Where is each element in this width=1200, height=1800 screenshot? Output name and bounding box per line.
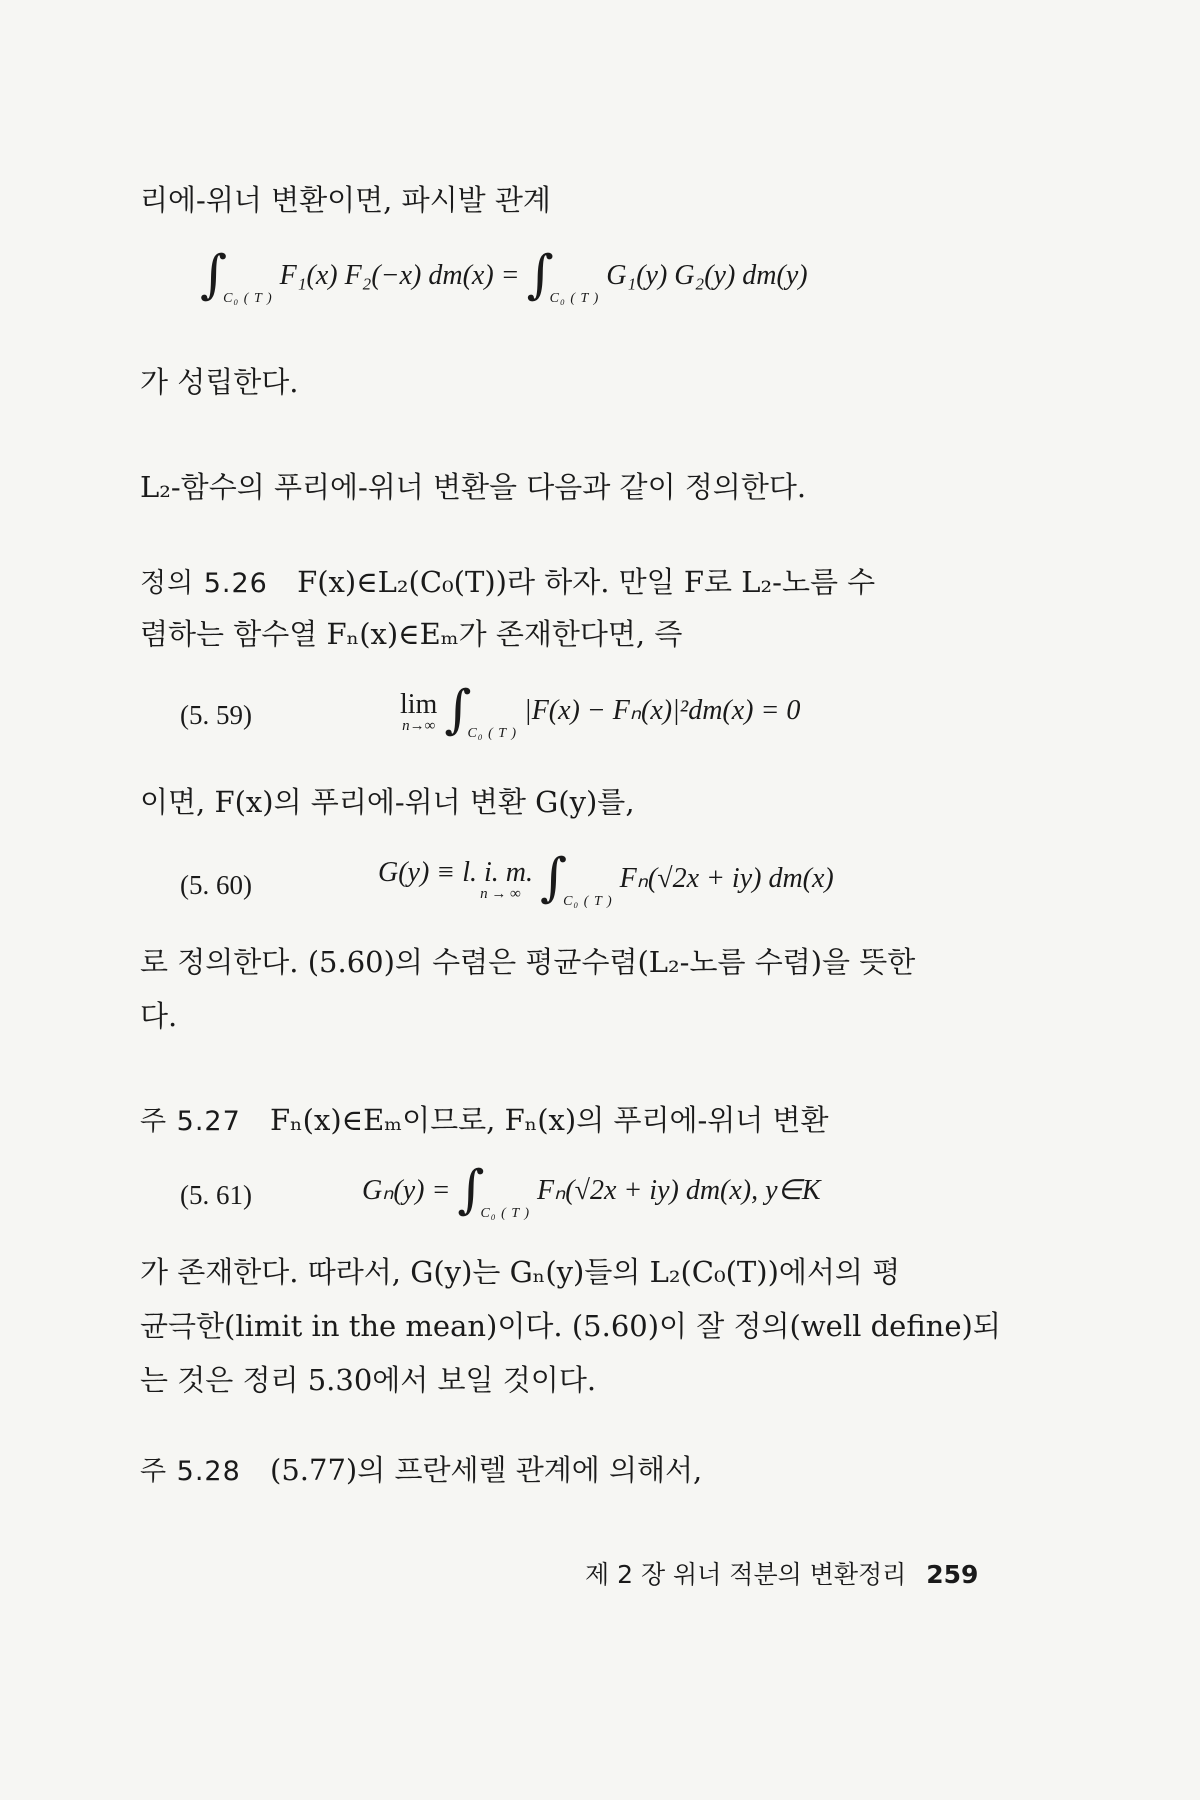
paragraph-line: 가 존재한다. 따라서, G(y)는 Gₙ(y)들의 L₂(C₀(T))에서의 평 xyxy=(140,1255,901,1289)
running-footer xyxy=(585,1555,978,1591)
equation-body: Fₙ(√2x + iy) dm(x), y∈K xyxy=(537,1175,821,1206)
paragraph-line: 다. xyxy=(140,999,178,1033)
paragraph-6 xyxy=(140,1245,1030,1407)
lim-subscript: n → ∞ xyxy=(480,886,521,903)
paragraph-line: 균극한(limit in the mean)이다. (5.60)이 잘 정의(well define)되 xyxy=(140,1309,1001,1343)
integral-domain: C₀ ( T ) xyxy=(549,291,600,306)
equation-5-59 xyxy=(400,680,800,742)
integral-sign: ∫ xyxy=(444,680,472,740)
remark-5-28 xyxy=(140,1448,702,1489)
definition-text: F(x)∈L₂(C₀(T))라 하자. 만일 F로 L₂-노름 수 xyxy=(297,565,876,599)
equation-5-61 xyxy=(362,1160,821,1222)
remark-label: 주 5.27 xyxy=(140,1106,241,1137)
parseval-right: G₁(y) G₂(y) dm(y) xyxy=(606,260,808,291)
paragraph-5 xyxy=(140,935,1030,1043)
definition-5-26 xyxy=(140,560,875,601)
remark-5-27 xyxy=(140,1098,829,1139)
integral-sign: ∫ xyxy=(539,848,568,908)
text-line-3: L₂-함수의 푸리에-위너 변환을 다음과 같이 정의한다. xyxy=(140,470,807,504)
paragraph-line: 로 정의한다. (5.60)의 수렴은 평균수렴(L₂-노름 수렴)을 뜻한 xyxy=(140,945,916,979)
remark-text: (5.77)의 프란세렐 관계에 의해서, xyxy=(270,1453,703,1487)
equation-5-60 xyxy=(378,848,834,910)
text-line-4: 이면, F(x)의 푸리에-위너 변환 G(y)를, xyxy=(140,785,635,819)
footer-chapter: 제 2 장 위너 적분의 변환정리 xyxy=(585,1560,907,1589)
equation-number: (5. 60) xyxy=(180,870,252,900)
parseval-left: F₁(x) F₂(−x) dm(x) = xyxy=(279,260,520,291)
remark-text: Fₙ(x)∈Eₘ이므로, Fₙ(x)의 푸리에-위너 변환 xyxy=(270,1103,829,1137)
page-number: 259 xyxy=(926,1560,979,1589)
parseval-equation xyxy=(200,245,808,307)
text-line-2: 가 성립한다. xyxy=(140,365,299,399)
integral-domain: C₀ ( T ) xyxy=(467,726,517,741)
integral-sign: ∫ xyxy=(200,245,228,305)
text-line-1: 리에-위너 변환이면, 파시발 관계 xyxy=(140,183,551,217)
remark-label: 주 5.28 xyxy=(140,1456,241,1487)
equation-number: (5. 59) xyxy=(180,700,252,730)
equation-body: |F(x) − Fₙ(x)|²dm(x) = 0 xyxy=(524,695,801,726)
equation-lhs: Gₙ(y) = xyxy=(362,1175,451,1206)
limit-subscript: n→∞ xyxy=(402,718,436,735)
integral-sign: ∫ xyxy=(457,1160,485,1220)
definition-label: 정의 5.26 xyxy=(140,568,268,599)
equation-body: Fₙ(√2x + iy) dm(x) xyxy=(619,863,834,894)
integral-sign: ∫ xyxy=(526,245,554,305)
integral-domain: C₀ ( T ) xyxy=(480,1206,531,1221)
lim-in-mean-label: G(y) ≡ l. i. m. xyxy=(378,857,533,889)
integral-domain: C₀ ( T ) xyxy=(563,894,613,909)
limit-label: lim xyxy=(400,689,438,721)
definition-text-2: 렴하는 함수열 Fₙ(x)∈Eₘ가 존재한다면, 즉 xyxy=(140,617,683,651)
paragraph-line: 는 것은 정리 5.30에서 보일 것이다. xyxy=(140,1363,597,1397)
integral-domain: C₀ ( T ) xyxy=(223,291,273,306)
equation-number: (5. 61) xyxy=(180,1180,252,1210)
